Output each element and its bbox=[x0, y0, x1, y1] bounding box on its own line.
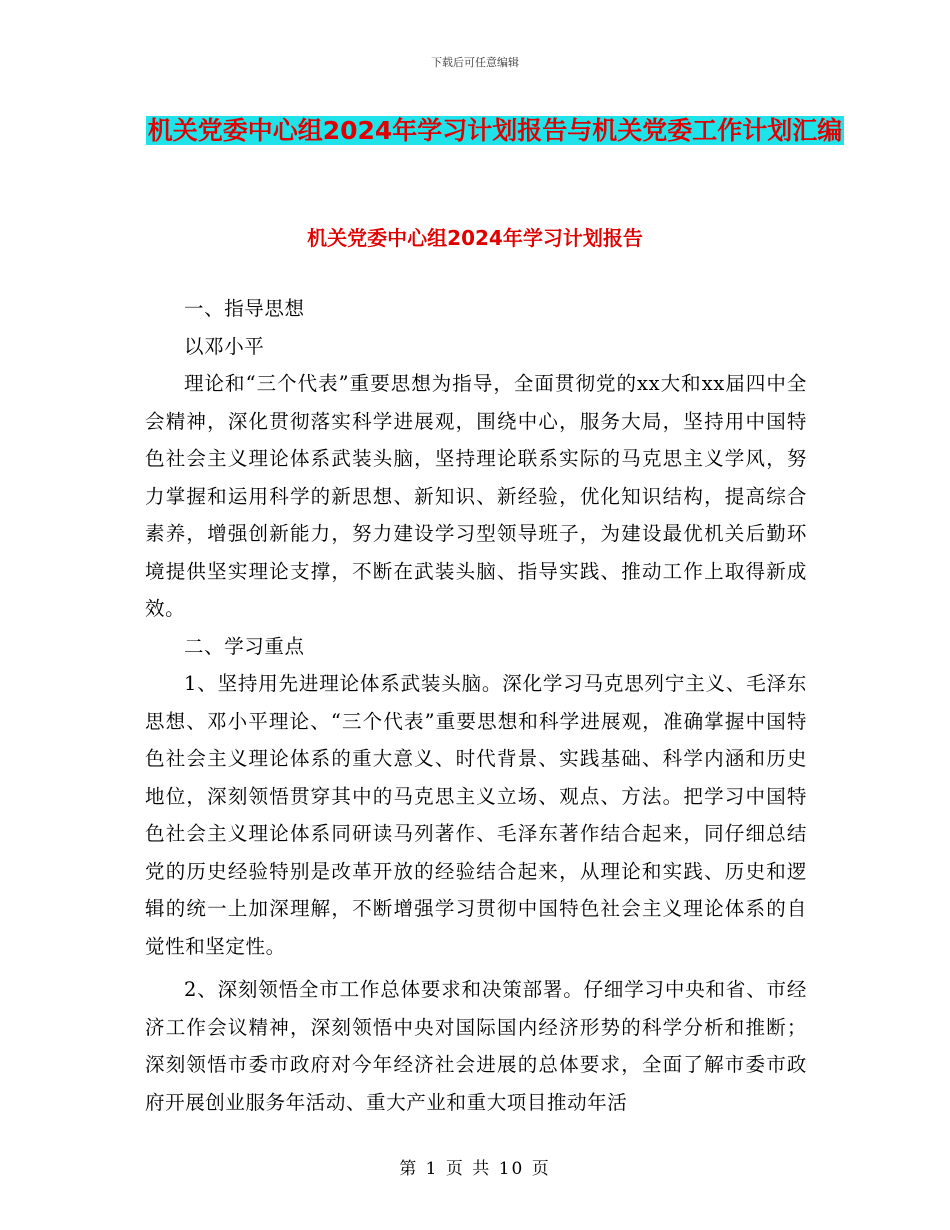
heading-study-focus: 二、学习重点 bbox=[184, 634, 305, 658]
paragraph: 1、坚持用先进理论体系武装头脑。深化学习马克思列宁主义、毛泽东思想、邓小平理论、“三个代表”重要思想和科学进展观，准确掌握中国特色社会主义理论体系的重大意义、时代背景、实践基础、科学内涵和历史地位，深刻领悟贯穿其中的马克思主义立场、观点、方法。把学习中国特色社会主义理论体系同研读马列著作、毛泽东著作结合起来，同仔细总结党的历史经验特别是改革开放的经验结合起来，从理论和实践、历史和逻辑的统一上加深理解，不断增强学习贯彻中国特色社会主义理论体系的自觉性和坚定性。 bbox=[145, 672, 807, 958]
document-title-text: 机关党委中心组2024年学习计划报告与机关党委工作计划汇编 bbox=[147, 116, 843, 145]
heading-guiding-ideology: 一、指导思想 bbox=[184, 297, 305, 320]
paragraph: 以邓小平 bbox=[184, 334, 265, 358]
section-title: 机关党委中心组2024年学习计划报告 bbox=[307, 226, 643, 250]
document-body bbox=[145, 290, 807, 1121]
paragraph: 理论和“三个代表”重要思想为指导，全面贯彻党的xx大和xx届四中全会精神，深化贯彻落实科学进展观，围绕中心，服务大局，坚持用中国特色社会主义理论体系武装头脑，坚持理论联系实际的马克思主义学风，努力掌握和运用科学的新思想、新知识、新经验，优化知识结构，提高综合素养，增强创新能力，努力建设学习型领导班子，为建设最优机关后勤环境提供坚实理论支撑，不断在武装头脑、指导实践、推动工作上取得新成效。 bbox=[145, 372, 807, 620]
paragraph: 2、深刻领悟全市工作总体要求和决策部署。仔细学习中央和省、市经济工作会议精神，深刻领悟中央对国际国内经济形势的科学分析和推断；深刻领悟市委市政府对今年经济社会进展的总体要求，全面了解市委市政府开展创业服务年活动、重大产业和重大项目推动年活 bbox=[145, 978, 807, 1114]
header-note: 下载后可任意编辑 bbox=[431, 56, 519, 69]
page-footer: 第 1 页 共 10 页 bbox=[399, 1159, 551, 1179]
document-title bbox=[145, 110, 845, 152]
